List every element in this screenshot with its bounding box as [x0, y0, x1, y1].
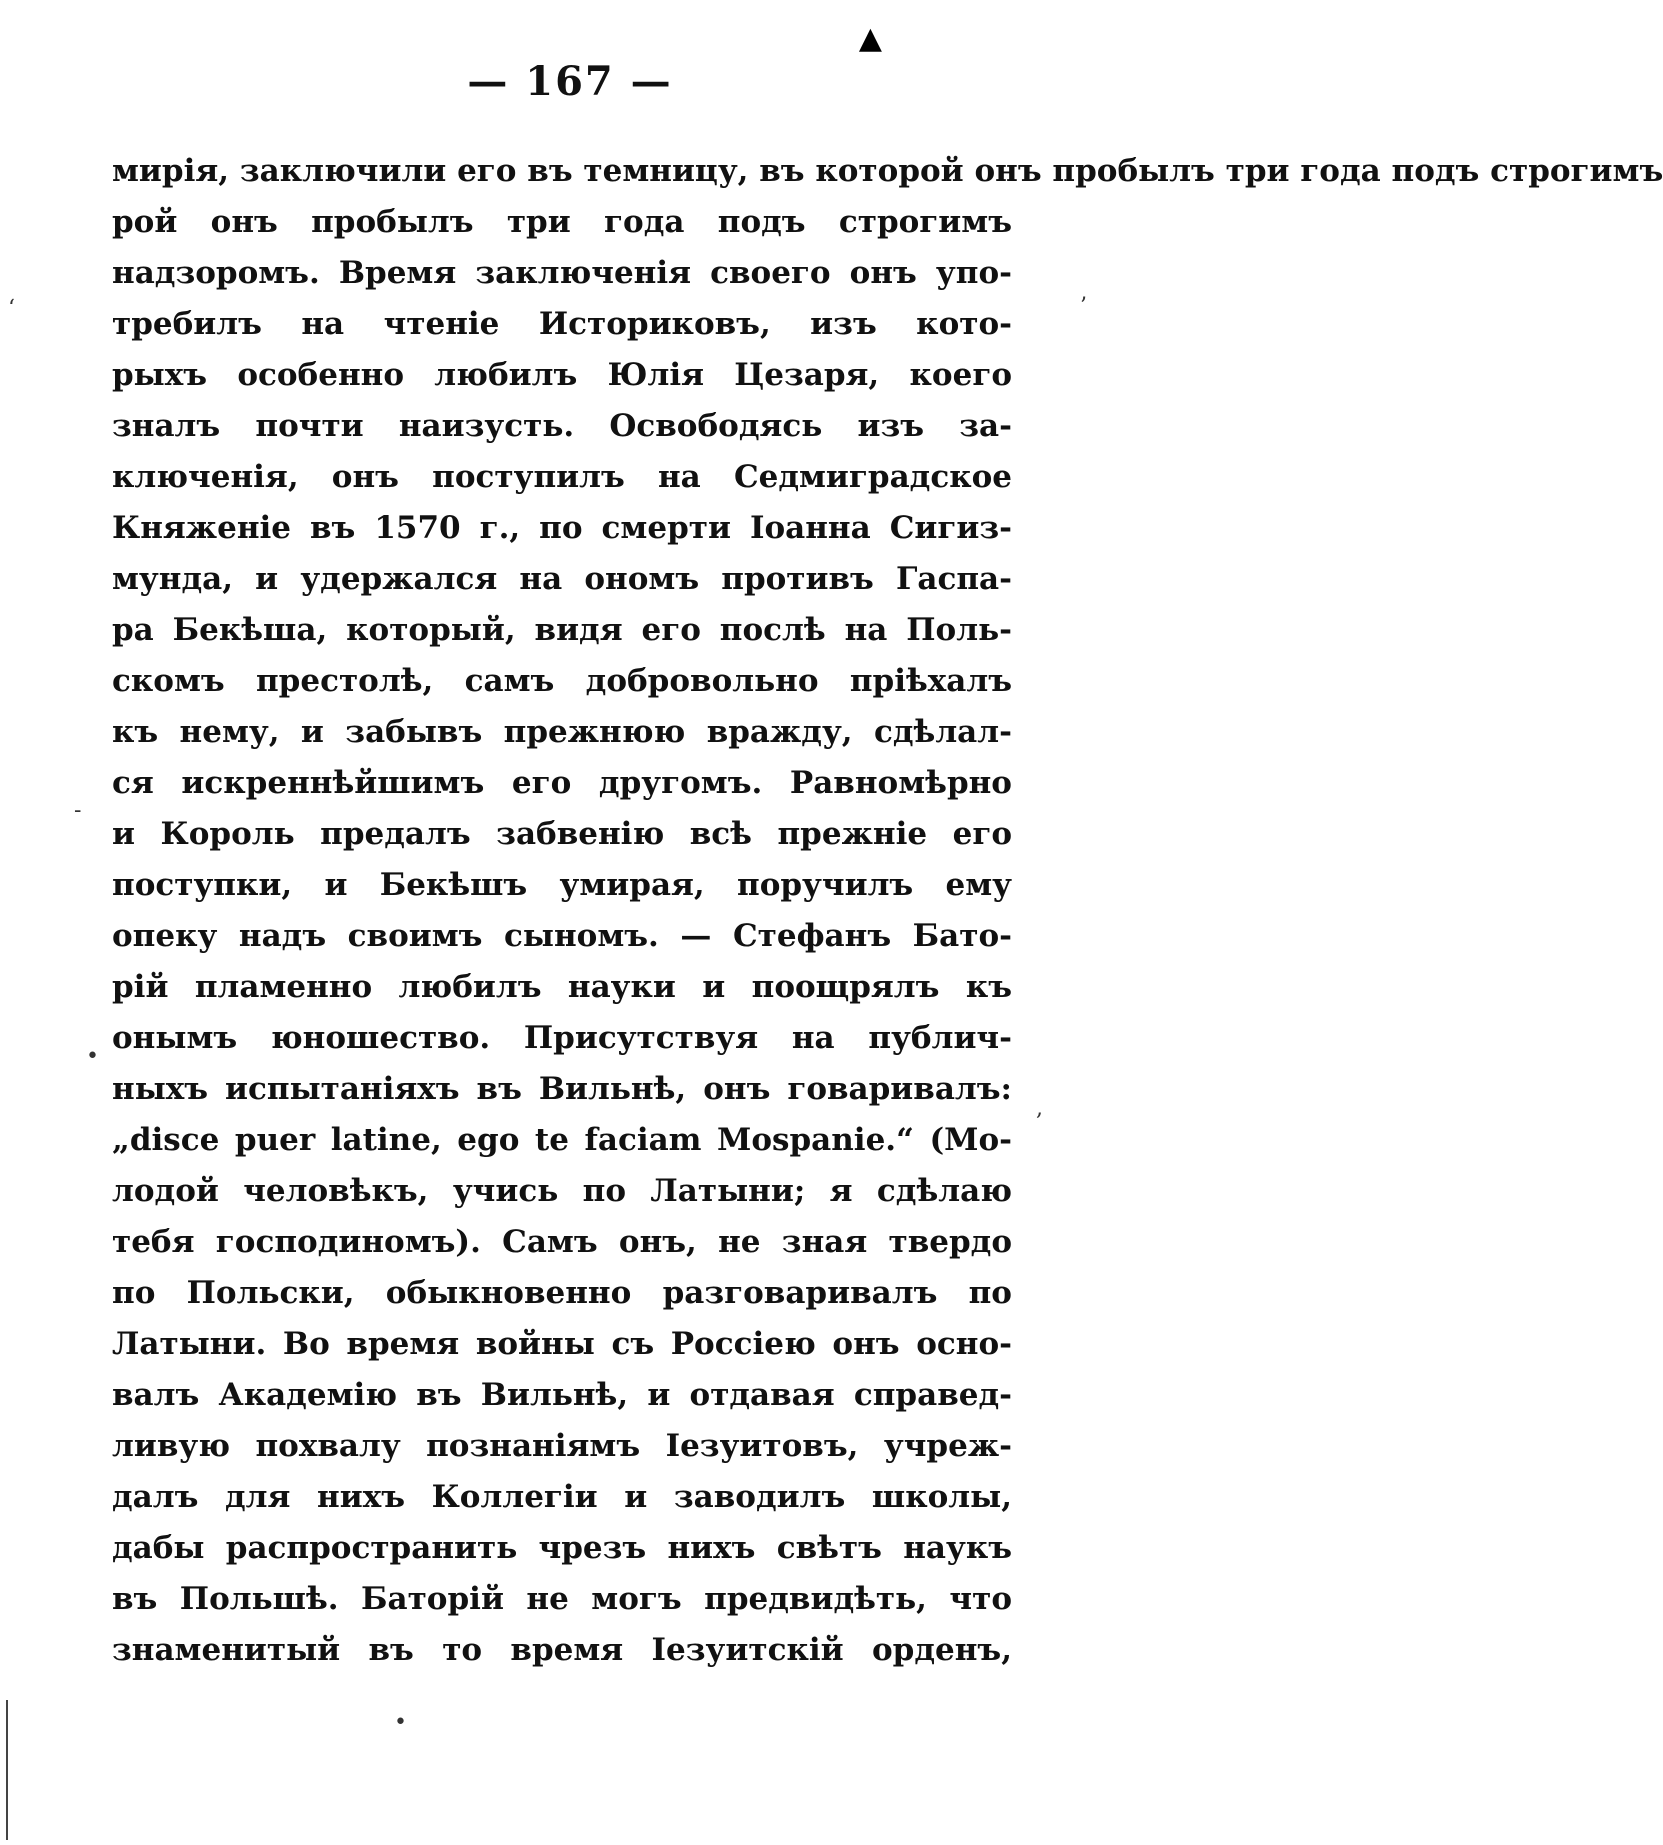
- scan-edge-line: [6, 1700, 8, 1840]
- text-line: и Король предалъ забвенію всѣ прежніе его: [112, 816, 1012, 852]
- text-line: лодой человѣкъ, учись по Латыни; я сдѣлаю: [112, 1173, 1012, 1209]
- text-line: рыхъ особенно любилъ Юлія Цезаря, коего: [112, 357, 1012, 393]
- text-line: „disce puer latine, ego te faciam Mospanie.“ (Мо-: [112, 1122, 1012, 1158]
- text-line: далъ для нихъ Коллегіи и заводилъ школы,: [112, 1479, 1012, 1515]
- scan-speck: ,: [1036, 1096, 1043, 1121]
- text-line: ливую похвалу познаніямъ Іезуитовъ, учреж-: [112, 1428, 1012, 1464]
- page-number-header: — 167 —: [467, 58, 673, 105]
- ink-mark-icon: ▲: [858, 21, 882, 56]
- text-line: Латыни. Во время войны съ Россіею онъ осно-: [112, 1326, 1012, 1362]
- text-line: ключенія, онъ поступилъ на Седмиградское: [112, 459, 1012, 495]
- body-text: [112, 146, 1663, 1676]
- text-line: мунда, и удержался на ономъ противъ Гаспа-: [112, 561, 1012, 597]
- text-line: рой онъ пробылъ три года подъ строгимъ: [112, 204, 1012, 240]
- text-line: по Польски, обыкновенно разговаривалъ по: [112, 1275, 1012, 1311]
- text-line: къ нему, и забывъ прежнюю вражду, сдѣлал-: [112, 714, 1012, 750]
- text-line: рій пламенно любилъ науки и поощрялъ къ: [112, 969, 1012, 1005]
- scan-speck: -: [74, 798, 82, 823]
- scan-speck: •: [86, 1044, 99, 1069]
- text-line: онымъ юношество. Присутствуя на публич-: [112, 1020, 1012, 1056]
- text-line: мирія, заключили его въ темницу, въ которой онъ пробылъ три года подъ строгимъ: [112, 153, 1663, 189]
- text-line: Княженіе въ 1570 г., по смерти Іоанна Сигиз-: [112, 510, 1012, 546]
- scan-speck: ‘: [8, 296, 15, 321]
- text-line: опеку надъ своимъ сыномъ. — Стефанъ Бато-: [112, 918, 1012, 954]
- text-line: ся искреннѣйшимъ его другомъ. Равномѣрно: [112, 765, 1012, 801]
- text-line: знаменитый въ то время Іезуитскій орденъ,: [112, 1632, 1012, 1668]
- text-line: ра Бекѣша, который, видя его послѣ на Поль-: [112, 612, 1012, 648]
- text-line: поступки, и Бекѣшъ умирая, поручилъ ему: [112, 867, 1012, 903]
- scan-speck: ’: [1080, 294, 1087, 319]
- scan-speck: •: [394, 1710, 407, 1735]
- text-line: зналъ почти наизусть. Освободясь изъ за-: [112, 408, 1012, 444]
- text-line: скомъ престолѣ, самъ добровольно пріѣхалъ: [112, 663, 1012, 699]
- text-line: тебя господиномъ). Самъ онъ, не зная твердо: [112, 1224, 1012, 1260]
- text-line: надзоромъ. Время заключенія своего онъ упо-: [112, 255, 1012, 291]
- text-line: ныхъ испытаніяхъ въ Вильнѣ, онъ говаривалъ:: [112, 1071, 1012, 1107]
- text-line: требилъ на чтеніе Историковъ, изъ кото-: [112, 306, 1012, 342]
- text-line: валъ Академію въ Вильнѣ, и отдавая справед-: [112, 1377, 1012, 1413]
- text-line: въ Польшѣ. Баторій не могъ предвидѣть, что: [112, 1581, 1012, 1617]
- text-line: дабы распространить чрезъ нихъ свѣтъ наукъ: [112, 1530, 1012, 1566]
